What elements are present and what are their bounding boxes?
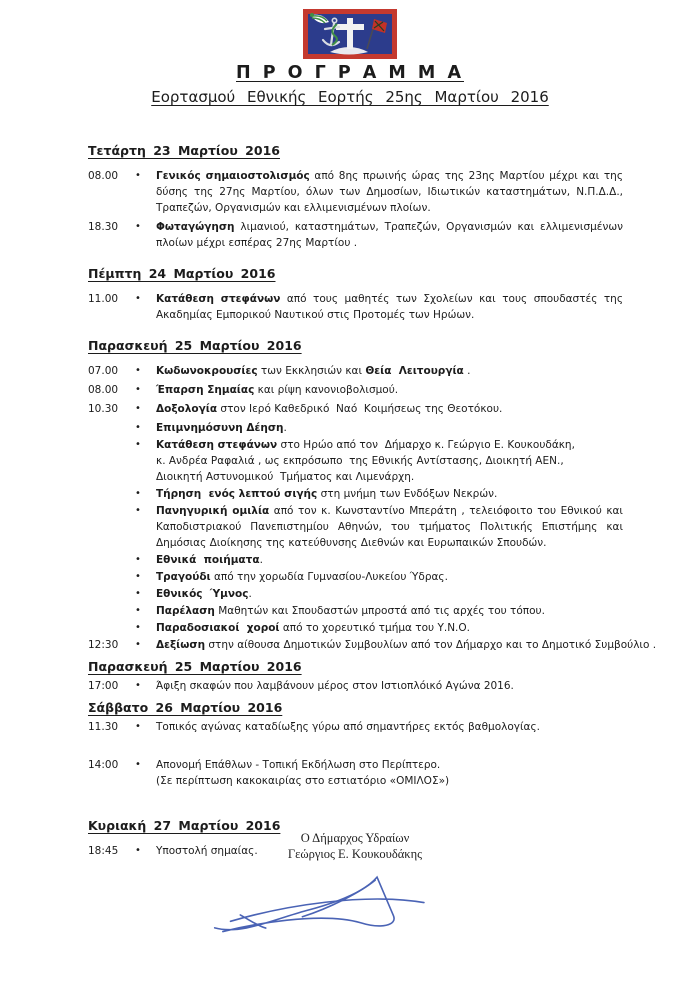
event-row: [88, 401, 623, 417]
bullet-icon: •: [135, 505, 141, 516]
event-text: [156, 503, 623, 551]
event-time: 12:30: [88, 639, 119, 651]
text-segment: .: [463, 365, 471, 377]
event-row: [88, 486, 623, 502]
section-heading: Τετάρτη 23 Μαρτίου 2016: [88, 143, 280, 158]
event-text: [156, 219, 623, 251]
bullet-icon: •: [135, 422, 141, 433]
event-text: [156, 757, 623, 789]
event-row: [88, 552, 623, 568]
event-text: [156, 420, 623, 436]
text-segment: Μαθητών και Σπουδαστών μπροστά από τις αρχές του τόπου.: [214, 605, 545, 617]
bullet-icon: •: [135, 439, 141, 450]
event-time: 08.00: [88, 170, 119, 182]
section-heading: Σάββατο 26 Μαρτίου 2016: [88, 700, 283, 715]
program-section: [88, 337, 657, 653]
event-line: [156, 453, 623, 469]
event-row: [88, 569, 623, 585]
text-segment: και ρίψη κανονιοβολισμού.: [254, 384, 399, 396]
event-line: [156, 603, 623, 619]
event-time: 10.30: [88, 403, 119, 415]
program-section: [88, 142, 623, 251]
event-row: [88, 219, 623, 251]
event-text: [156, 401, 623, 417]
event-row: [88, 363, 623, 379]
text-segment: Τήρηση ενός λεπτού σιγής: [156, 488, 318, 500]
bullet-icon: •: [135, 571, 141, 582]
text-segment: στην αίθουσα Δημοτικών Συμβουλίων από τον Δήμαρχο και το Δημοτικό Συμβούλιο .: [205, 639, 657, 651]
event-line: [156, 469, 623, 485]
event-row: [88, 437, 623, 485]
text-segment: στο Ηρώο από τον Δήμαρχο κ. Γεώργιο Ε. Κουκουδάκη,: [277, 439, 575, 451]
program-section: [88, 265, 623, 323]
event-text: [156, 363, 623, 379]
event-line: [156, 586, 623, 602]
text-segment: Διοικητή Αστυνομικού Τμήματος και Λιμενάρχη.: [156, 471, 415, 483]
event-text: [156, 291, 623, 323]
event-line: [156, 401, 623, 417]
bullet-icon: •: [135, 170, 141, 181]
text-segment: Πανηγυρική ομιλία: [156, 505, 270, 517]
section-heading: Παρασκευή 25 Μαρτίου 2016: [88, 338, 302, 353]
text-segment: (Σε περίπτωση κακοκαιρίας στο εστιατόριο «ΟΜΙΛΟΣ»): [156, 775, 450, 787]
event-text: [156, 486, 623, 502]
text-segment: Κατάθεση στεφάνων: [156, 293, 281, 305]
event-line: [156, 382, 623, 398]
event-text: [156, 569, 623, 585]
event-time: 18:45: [88, 845, 119, 857]
text-segment: Παραδοσιακοί χοροί: [156, 622, 280, 634]
event-row: [88, 757, 623, 789]
text-segment: από την χορωδία Γυμνασίου-Λυκείου Ύδρας.: [210, 571, 448, 583]
event-row: [88, 586, 623, 602]
event-row: [88, 719, 623, 735]
event-text: [156, 678, 623, 694]
event-row: [88, 168, 623, 216]
text-segment: .: [259, 554, 263, 566]
signature-name: Γεώργιος Ε. Κουκουδάκης: [287, 847, 423, 861]
event-time: 11.30: [88, 721, 119, 733]
bullet-icon: •: [135, 845, 141, 856]
text-segment: .: [283, 422, 287, 434]
event-line: [156, 552, 623, 568]
text-segment: Εθνικά ποιήματα: [156, 554, 260, 566]
event-text: [156, 586, 623, 602]
text-segment: Τραγούδι: [156, 571, 211, 583]
event-time: 18.30: [88, 221, 119, 233]
event-row: [88, 603, 623, 619]
page-title: Π Ρ Ο Γ Ρ Α Μ Μ Α: [236, 63, 464, 83]
text-segment: Κωδωνοκρουσίες: [156, 365, 258, 377]
bullet-icon: •: [135, 384, 141, 395]
event-line: [156, 678, 623, 694]
event-line: [156, 486, 623, 502]
text-segment: Υποστολή σημαίας.: [156, 845, 258, 857]
bullet-icon: •: [135, 554, 141, 565]
text-segment: από τους μαθητές των Σχολείων και τους σπουδαστές της Ακαδημίας Εμπορικού Ναυτικού στις Προτομές των Ηρώων.: [156, 293, 623, 321]
event-row: [88, 678, 623, 694]
bullet-icon: •: [135, 588, 141, 599]
bullet-icon: •: [135, 721, 141, 732]
event-line: [156, 363, 623, 379]
event-line: [156, 773, 623, 789]
event-row: [88, 620, 623, 636]
text-segment: από 8ης πρωινής ώρας της 23ης Μαρτίου μέχρι και της δύσης της 27ης Μαρτίου, όλων των Δημοσίων, Ιδιωτικών καταστημάτων, Ν.Π.Δ.Δ., Τραπεζών, Οργανισμών και ελλιμενισμένων πλοίων.: [156, 170, 623, 214]
text-segment: Απονομή Επάθλων - Τοπική Εκδήλωση στο Περίπτερο.: [156, 759, 441, 771]
text-segment: .: [248, 588, 252, 600]
event-text: [156, 637, 656, 653]
signature-block: [0, 830, 700, 945]
event-text: [156, 382, 623, 398]
event-text: [156, 552, 623, 568]
bullet-icon: •: [135, 365, 141, 376]
text-segment: Έπαρση Σημαίας: [156, 384, 255, 396]
text-segment: από το χορευτικό τμήμα του Υ.Ν.Ο.: [279, 622, 470, 634]
event-line: [156, 620, 623, 636]
bullet-icon: •: [135, 622, 141, 633]
text-segment: Δεξίωση: [156, 639, 206, 651]
bullet-icon: •: [135, 639, 141, 650]
event-time: 14:00: [88, 759, 119, 771]
text-segment: λιμανιού, καταστημάτων, Τραπεζών, Οργανισμών και ελλιμενισμένων πλοίων μέχρι εσπέρας 27ης Μαρτίου .: [156, 221, 623, 249]
bullet-icon: •: [135, 488, 141, 499]
event-line: [156, 437, 623, 453]
text-segment: στη μνήμη των Ενδόξων Νεκρών.: [317, 488, 498, 500]
text-segment: Δοξολογία: [156, 403, 218, 415]
program-sections: [88, 140, 657, 862]
event-row: [88, 420, 623, 436]
bullet-icon: •: [135, 759, 141, 770]
event-text: [156, 603, 623, 619]
event-row: [88, 503, 623, 551]
event-line: [156, 569, 623, 585]
text-segment: Κατάθεση στεφάνων: [156, 439, 278, 451]
event-time: 17:00: [88, 680, 119, 692]
event-line: [156, 420, 623, 436]
event-line: [156, 637, 656, 653]
bullet-icon: •: [135, 293, 141, 304]
event-text: [156, 437, 623, 485]
event-time: 08.00: [88, 384, 119, 396]
event-time: 11.00: [88, 293, 119, 305]
event-text: [156, 719, 623, 735]
text-segment: Θεία Λειτουργία: [365, 365, 464, 377]
bullet-icon: •: [135, 403, 141, 414]
text-segment: Φωταγώγηση: [156, 221, 235, 233]
bullet-icon: •: [135, 605, 141, 616]
event-row: [88, 637, 657, 653]
hydra-flag-emblem: [303, 9, 397, 59]
bullet-icon: •: [135, 221, 141, 232]
text-segment: Γενικός σημαιοστολισμός: [156, 170, 310, 182]
section-heading: Κυριακή 27 Μαρτίου 2016: [88, 818, 281, 833]
program-section: [88, 658, 623, 694]
event-text: [156, 620, 623, 636]
text-segment: των Εκκλησιών και: [257, 365, 366, 377]
event-line: [156, 719, 623, 735]
event-line: [156, 757, 623, 773]
event-row: [88, 382, 623, 398]
event-row: [88, 291, 623, 323]
event-time: 07.00: [88, 365, 119, 377]
hydra-flag-icon: [303, 9, 397, 59]
text-segment: Εθνικός Ύμνος: [156, 588, 249, 600]
text-segment: από τον κ. Κωνσταντίνο Μπεράτη , τελειόφοιτο του Εθνικού και Καποδιστριακού Πανεπιστημίου Αθηνών, του τμήματος Πολιτικής Επιστήμης και Δημόσιας Διοίκησης της κατεύθυνσης Διεθνών και Ευρωπαικών Σπουδών.: [156, 505, 623, 549]
section-heading: Πέμπτη 24 Μαρτίου 2016: [88, 266, 276, 281]
text-segment: κ. Ανδρέα Ραφαλιά , ως εκπρόσωπο της Εθνικής Αντίστασης, Διοικητή ΑΕΝ.,: [156, 455, 564, 467]
text-segment: Άφιξη σκαφών που λαμβάνουν μέρος στον Ιστιοπλόικό Αγώνα 2016.: [156, 680, 514, 692]
signature-title: Ο Δήμαρχος Υδραίων: [300, 831, 410, 845]
event-text: [156, 168, 623, 216]
page-subtitle: Εορτασμού Εθνικής Εορτής 25ης Μαρτίου 2016: [151, 88, 549, 106]
text-segment: Παρέλαση: [156, 605, 215, 617]
text-segment: στον Ιερό Καθεδρικό Ναό Κοιμήσεως της Θεοτόκου.: [217, 403, 503, 415]
program-section: [88, 699, 623, 789]
text-segment: Επιμνημόσυνη Δέηση: [156, 422, 284, 434]
bullet-icon: •: [135, 680, 141, 691]
section-heading: Παρασκευή 25 Μαρτίου 2016: [88, 659, 302, 674]
text-segment: Τοπικός αγώνας καταδίωξης γύρω από σημαντήρες εκτός βαθμολογίας.: [156, 721, 540, 733]
handwritten-signature: [209, 862, 442, 949]
